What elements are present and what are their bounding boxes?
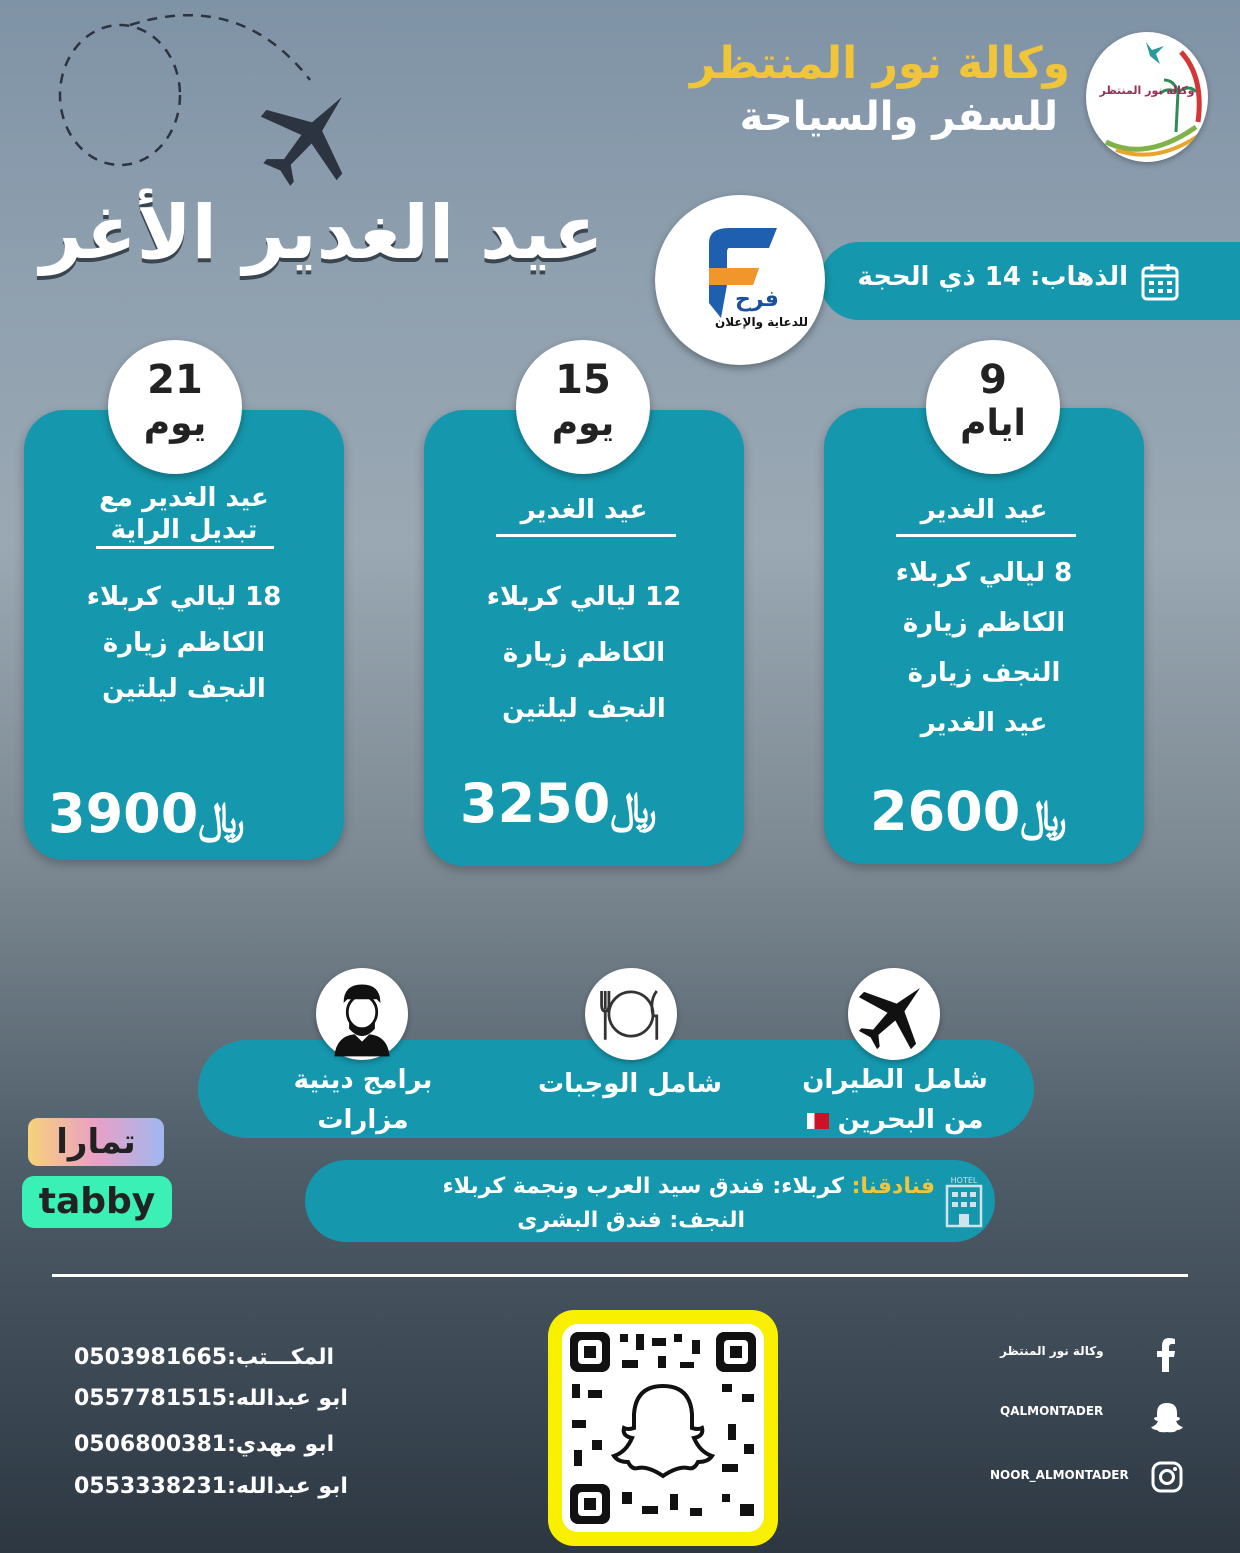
feature-religious-circle: [316, 968, 408, 1060]
tabby-payment-badge: tabby: [22, 1176, 172, 1228]
contact-office[interactable]: المكـــتب:0503981665: [74, 1345, 335, 1370]
package-line: الكاظم زيارة: [902, 608, 1066, 638]
tamara-payment-badge: تمارا: [28, 1118, 164, 1166]
hotel-building-icon: [941, 1174, 987, 1228]
package-line: 18 ليالي كربلاء: [86, 582, 282, 612]
snapchat-ghost-icon: [614, 1386, 712, 1476]
package-card-9-days[interactable]: [824, 408, 1144, 864]
package-price: ﷼3900: [48, 782, 245, 845]
airplane-decoration-icon: [255, 80, 365, 190]
package-card-15-days[interactable]: [424, 410, 744, 866]
instagram-icon[interactable]: [1150, 1460, 1184, 1494]
package-line: النجف ليلتين: [102, 674, 266, 704]
package-line: الكاظم زيارة: [102, 628, 266, 658]
feature-flight-circle: [848, 968, 940, 1060]
feature-religious-text: برامج دينية مزارات: [293, 1065, 433, 1135]
duration-bubble-21: [108, 340, 242, 474]
duration-bubble-15: [516, 340, 650, 474]
hotels-karbala: كربلاء: فندق سيد العرب ونجمة كربلاء: [442, 1174, 844, 1199]
duration-unit: يوم: [143, 403, 207, 444]
package-line: الكاظم زيارة: [502, 638, 666, 668]
riyal-currency-icon: ﷼: [198, 793, 245, 842]
airplane-icon: [848, 968, 940, 1060]
contact-abu-abdullah-2[interactable]: ابو عبدالله:0553338231: [74, 1474, 348, 1499]
logo-agency-name: وكالة نور المنتظر: [1099, 84, 1195, 97]
duration-number: 21: [147, 357, 203, 403]
duration-number: 9: [979, 357, 1007, 403]
pilgrim-avatar-icon: [316, 968, 408, 1060]
package-title-line-2: تبديل الراية: [110, 515, 258, 545]
duration-unit: ايام: [960, 403, 1026, 444]
qr-code-area: [562, 1324, 764, 1532]
instagram-handle[interactable]: NOOR_ALMONTADER: [990, 1468, 1129, 1482]
plate-fork-knife-icon: [585, 968, 677, 1060]
package-line: 12 ليالي كربلاء: [486, 582, 682, 612]
contact-abu-abdullah-1[interactable]: ابو عبدالله:0557781515: [74, 1386, 348, 1411]
duration-unit: يوم: [551, 403, 615, 444]
faraj-ad-badge: [655, 195, 825, 365]
facebook-icon[interactable]: [1150, 1338, 1184, 1372]
departure-bar: [820, 242, 1240, 320]
agency-logo: [1086, 32, 1208, 162]
faraj-name: فرح: [735, 287, 779, 312]
title-underline: [896, 534, 1076, 537]
package-price: ﷼2600: [870, 780, 1067, 843]
package-price: ﷼3250: [460, 772, 657, 835]
bahrain-flag-icon: [807, 1113, 829, 1129]
departure-date: الذهاب: 14 ذي الحجة: [857, 262, 1128, 292]
feature-flight-text: شامل الطيران من البحرين: [802, 1065, 988, 1135]
package-title: عيد الغدير مع: [99, 483, 269, 513]
package-line: النجف زيارة: [907, 658, 1061, 688]
calendar-icon: [1140, 262, 1180, 302]
hotels-najaf: النجف: فندق البشرى: [517, 1208, 745, 1233]
palm-sail-logo-icon: [1086, 32, 1208, 162]
qr-pattern: [562, 1324, 764, 1532]
package-line: عيد الغدير: [920, 708, 1048, 738]
package-line: النجف ليلتين: [502, 694, 666, 724]
feature-meals-circle: [585, 968, 677, 1060]
footer-divider: [52, 1274, 1188, 1277]
snapchat-handle[interactable]: QALMONTADER: [1000, 1404, 1104, 1418]
hotels-label: فنادقنا:: [851, 1174, 935, 1199]
package-title: عيد الغدير: [520, 495, 648, 525]
title-underline: [96, 546, 274, 549]
duration-bubble-9: [926, 340, 1060, 474]
headline: عيد الغدير الأغر: [40, 190, 604, 276]
hotels-bar: [305, 1160, 995, 1242]
package-card-21-days[interactable]: [24, 410, 344, 860]
package-line: 8 ليالي كربلاء: [895, 558, 1073, 588]
package-title: عيد الغدير: [920, 495, 1048, 525]
agency-name: وكالة نور المنتظر: [690, 38, 1070, 89]
snapchat-qr-code[interactable]: [548, 1310, 778, 1546]
contact-abu-mahdi[interactable]: ابو مهدي:0506800381: [74, 1432, 335, 1457]
facebook-handle[interactable]: وكالة نور المنتظر: [1000, 1344, 1104, 1358]
title-underline: [496, 534, 676, 537]
duration-number: 15: [555, 357, 611, 403]
agency-tagline: للسفر والسياحة: [739, 94, 1058, 140]
faraj-subtitle: للدعاية والإعلان: [715, 315, 809, 329]
hotels-karbala-line: [442, 1174, 935, 1199]
feature-meals-text: شامل الوجبات: [538, 1069, 722, 1099]
svg-text:HOTEL: HOTEL: [950, 1176, 978, 1185]
riyal-currency-icon: ﷼: [610, 783, 657, 832]
riyal-currency-icon: ﷼: [1020, 791, 1067, 840]
snapchat-icon[interactable]: [1150, 1400, 1184, 1434]
